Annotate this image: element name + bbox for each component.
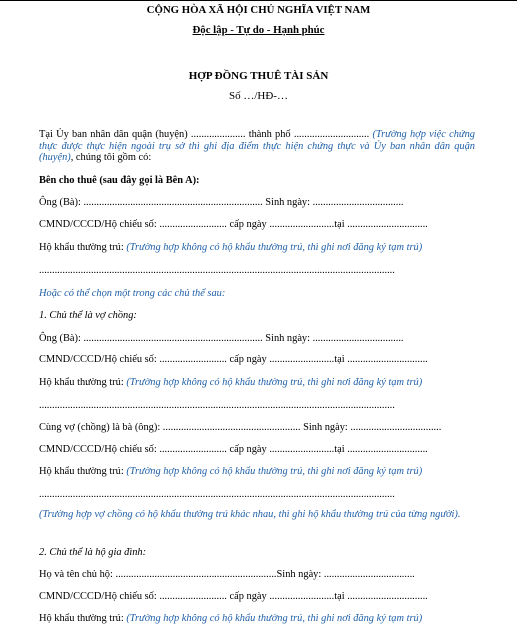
intro-text: Tại Ủy ban nhân dân quận (huyện) ..................... thành phố ............................. xyxy=(39,129,370,140)
party-a-id-row: CMND/CCCD/Hộ chiếu số: .......................... cấp ngày .........................tại ............................... xyxy=(39,219,428,230)
household-id-row: CMND/CCCD/Hộ chiếu số: .......................... cấp ngày .........................tại ............................... xyxy=(39,591,428,602)
options-note: Hoặc có thể chọn một trong các chủ thể sau: xyxy=(39,288,226,299)
partner-dotted-line: ......................................................................................................................................... xyxy=(39,489,395,500)
residence-note: (Trường hợp không có hộ khẩu thường trú, thì ghi nơi đăng ký tạm trú) xyxy=(126,242,423,253)
residence-note: (Trường hợp không có hộ khẩu thường trú, thì ghi nơi đăng ký tạm trú) xyxy=(126,377,423,388)
partner-id-row: CMND/CCCD/Hộ chiếu số: .......................... cấp ngày .........................tại ............................... xyxy=(39,444,428,455)
partner-name-row: Cùng vợ (chồng) là bà (ông): ..................................................... Sinh ngày: ................................... xyxy=(39,422,442,433)
household-residence-row xyxy=(39,613,475,625)
residence-label: Hộ khẩu thường trú: xyxy=(39,466,127,477)
party-a-name-row: Ông (Bà): ..................................................................... Sinh ngày: ................................... xyxy=(39,197,404,208)
partner-residence-row xyxy=(39,466,475,478)
spouse-note: (Trường hợp vợ chồng có hộ khẩu thường trú khác nhau, thì ghi hộ khẩu thường trú của từng người). xyxy=(39,509,461,520)
motto: Độc lập - Tự do - Hạnh phúc xyxy=(192,24,325,36)
household-heading: 2. Chủ thể là hộ gia đình: xyxy=(39,547,147,558)
intro-note: (Trường hợp việc chứng thực được thực hiện ngoài trụ sở thì ghi địa điểm thực hiện chứng thực và Ủy ban nhân dân quận (huyện) xyxy=(39,129,475,163)
residence-note: (Trường hợp không có hộ khẩu thường trú, thì ghi nơi đăng ký tạm trú) xyxy=(126,613,423,624)
party-a-heading: Bên cho thuê (sau đây gọi là Bên A): xyxy=(39,175,200,186)
intro-suffix: , chúng tôi gồm có: xyxy=(70,152,152,163)
spouse-dotted-line: ......................................................................................................................................... xyxy=(39,400,395,411)
top-border-line xyxy=(0,0,517,1)
party-a-residence-row xyxy=(39,242,475,254)
spouse-id-row: CMND/CCCD/Hộ chiếu số: .......................... cấp ngày .........................tại ............................... xyxy=(39,354,428,365)
residence-label: Hộ khẩu thường trú: xyxy=(39,242,127,253)
residence-label: Hộ khẩu thường trú: xyxy=(39,377,127,388)
residence-note: (Trường hợp không có hộ khẩu thường trú, thì ghi nơi đăng ký tạm trú) xyxy=(126,466,423,477)
document-number: Số …/HĐ-… xyxy=(229,90,288,102)
spouse-residence-row xyxy=(39,377,475,389)
party-a-dotted-line: ......................................................................................................................................... xyxy=(39,265,395,276)
spouse-name-row: Ông (Bà): ..................................................................... Sinh ngày: ................................... xyxy=(39,333,404,344)
intro-paragraph xyxy=(39,129,475,164)
spouse-heading: 1. Chủ thể là vợ chồng: xyxy=(39,310,137,321)
document-title: HỢP ĐỒNG THUÊ TÀI SẢN xyxy=(188,70,329,82)
household-name-row: Họ và tên chủ hộ: ..............................................................Sinh ngày: ................................... xyxy=(39,569,415,580)
residence-label: Hộ khẩu thường trú: xyxy=(39,613,127,624)
country-heading: CỘNG HÒA XÃ HỘI CHỦ NGHĨA VIỆT NAM xyxy=(146,4,371,16)
